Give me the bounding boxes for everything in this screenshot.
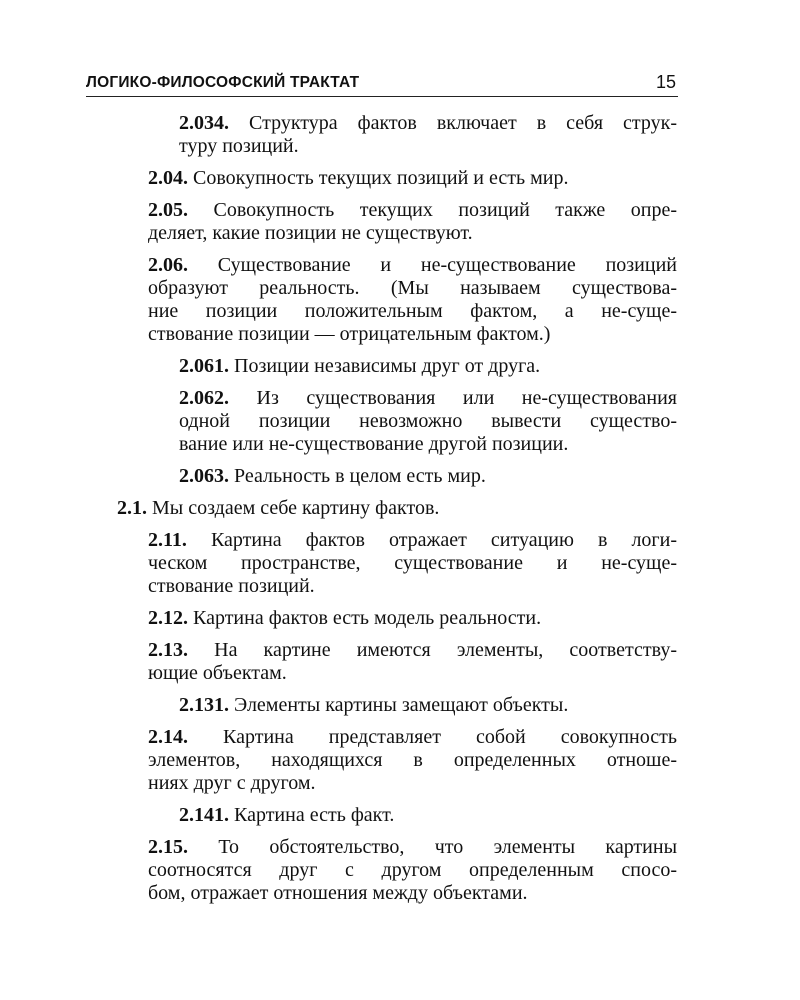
paragraph-text: Из существования или не-существования bbox=[256, 387, 678, 409]
paragraph-text: Картина фактов отражает ситуацию в логи- bbox=[210, 529, 678, 551]
paragraph-text: Совокупность текущих позиций и есть мир. bbox=[193, 167, 569, 189]
paragraph-text: туру позиций. bbox=[179, 135, 299, 157]
numbered-paragraph bbox=[148, 726, 677, 795]
paragraph-text: Картина представляет собой совокупность bbox=[223, 726, 677, 748]
paragraph-text: образуют реальность. (Мы называем существова- bbox=[148, 277, 677, 299]
paragraph-line bbox=[179, 387, 677, 410]
numbered-paragraph bbox=[179, 465, 677, 488]
paragraph-line bbox=[148, 836, 677, 859]
paragraph-text: Элементы картины замещают объекты. bbox=[234, 694, 569, 716]
paragraph-line bbox=[179, 112, 677, 135]
paragraph-line bbox=[148, 726, 677, 749]
paragraph-text: деляет, какие позиции не существуют. bbox=[148, 222, 473, 244]
paragraph-text: Картина фактов есть модель реальности. bbox=[193, 607, 542, 629]
paragraph-line bbox=[148, 662, 677, 685]
paragraph-line bbox=[148, 167, 677, 190]
paragraph-text: То обстоятельство, что элементы картины bbox=[218, 836, 678, 858]
paragraph-line bbox=[179, 804, 677, 827]
paragraph-text: ющие объектам. bbox=[148, 662, 287, 684]
paragraph-text: одной позиции невозможно вывести существо- bbox=[179, 410, 677, 432]
paragraph-number: 2.12. bbox=[148, 607, 188, 629]
paragraph-line bbox=[148, 199, 677, 222]
paragraph-text: соотносятся друг с другом определенным спосо- bbox=[148, 859, 677, 881]
paragraph-line bbox=[148, 323, 677, 346]
paragraph-line bbox=[148, 277, 677, 300]
running-header-title: ЛОГИКО-ФИЛОСОФСКИЙ ТРАКТАТ bbox=[86, 74, 360, 91]
paragraph-text: На картине имеются элементы, соответству- bbox=[214, 639, 678, 661]
numbered-paragraph bbox=[148, 167, 677, 190]
paragraph-number: 2.061. bbox=[179, 355, 229, 377]
paragraph-line bbox=[148, 552, 677, 575]
numbered-paragraph bbox=[148, 639, 677, 685]
paragraph-number: 2.11. bbox=[148, 529, 187, 551]
paragraph-line bbox=[148, 859, 677, 882]
running-header bbox=[86, 72, 678, 97]
paragraph-text: Существование и не-существование позиций bbox=[217, 254, 677, 276]
paragraph-text: вание или не-существование другой позиции. bbox=[179, 433, 569, 455]
numbered-paragraph bbox=[148, 199, 677, 245]
paragraph-line bbox=[148, 772, 677, 795]
paragraph-line bbox=[179, 433, 677, 456]
numbered-paragraph bbox=[179, 387, 677, 456]
paragraph-text: Позиции независимы друг от друга. bbox=[234, 355, 541, 377]
paragraph-number: 2.131. bbox=[179, 694, 229, 716]
paragraph-text: ние позиции положительным фактом, а не-суще- bbox=[148, 300, 677, 322]
paragraph-number: 2.06. bbox=[148, 254, 188, 276]
paragraph-line bbox=[117, 497, 677, 520]
paragraph-text: Мы создаем себе картину фактов. bbox=[152, 497, 440, 519]
paragraph-text: ческом пространстве, существование и не-суще- bbox=[148, 552, 677, 574]
paragraph-number: 2.063. bbox=[179, 465, 229, 487]
numbered-paragraph bbox=[179, 355, 677, 378]
paragraph-text: Реальность в целом есть мир. bbox=[234, 465, 486, 487]
numbered-paragraph bbox=[148, 254, 677, 346]
page-number: 15 bbox=[655, 72, 676, 92]
paragraph-number: 2.141. bbox=[179, 804, 229, 826]
paragraph-text: Картина есть факт. bbox=[234, 804, 395, 826]
numbered-paragraph bbox=[179, 694, 677, 717]
numbered-paragraph bbox=[148, 529, 677, 598]
paragraph-text: бом, отражает отношения между объектами. bbox=[148, 882, 528, 904]
paragraph-number: 2.034. bbox=[179, 112, 229, 134]
paragraph-line bbox=[179, 410, 677, 433]
paragraph-line bbox=[179, 465, 677, 488]
paragraph-text: Совокупность текущих позиций также опре- bbox=[213, 199, 678, 221]
numbered-paragraph bbox=[179, 112, 677, 158]
paragraph-number: 2.062. bbox=[179, 387, 229, 409]
paragraph-text: ствование позиции — отрицательным фактом.) bbox=[148, 323, 551, 345]
paragraph-text: ниях друг с другом. bbox=[148, 772, 316, 794]
paragraph-line bbox=[179, 694, 677, 717]
paragraph-line bbox=[148, 254, 677, 277]
paragraph-number: 2.13. bbox=[148, 639, 188, 661]
paragraph-line bbox=[148, 882, 677, 905]
paragraph-line bbox=[148, 639, 677, 662]
paragraph-number: 2.14. bbox=[148, 726, 188, 748]
paragraph-line bbox=[148, 575, 677, 598]
paragraph-line bbox=[148, 529, 677, 552]
body-text bbox=[0, 112, 800, 914]
paragraph-number: 2.1. bbox=[117, 497, 147, 519]
paragraph-line bbox=[148, 607, 677, 630]
paragraph-text: Структура фактов включает в себя струк- bbox=[249, 112, 678, 134]
numbered-paragraph bbox=[148, 607, 677, 630]
paragraph-text: ствование позиций. bbox=[148, 575, 315, 597]
paragraph-line bbox=[179, 135, 677, 158]
paragraph-line bbox=[148, 222, 677, 245]
paragraph-line bbox=[148, 300, 677, 323]
paragraph-number: 2.04. bbox=[148, 167, 188, 189]
paragraph-line bbox=[179, 355, 677, 378]
numbered-paragraph bbox=[117, 497, 677, 520]
paragraph-number: 2.05. bbox=[148, 199, 188, 221]
paragraph-number: 2.15. bbox=[148, 836, 188, 858]
paragraph-text: элементов, находящихся в определенных отноше- bbox=[148, 749, 677, 771]
numbered-paragraph bbox=[179, 804, 677, 827]
numbered-paragraph bbox=[148, 836, 677, 905]
paragraph-line bbox=[148, 749, 677, 772]
